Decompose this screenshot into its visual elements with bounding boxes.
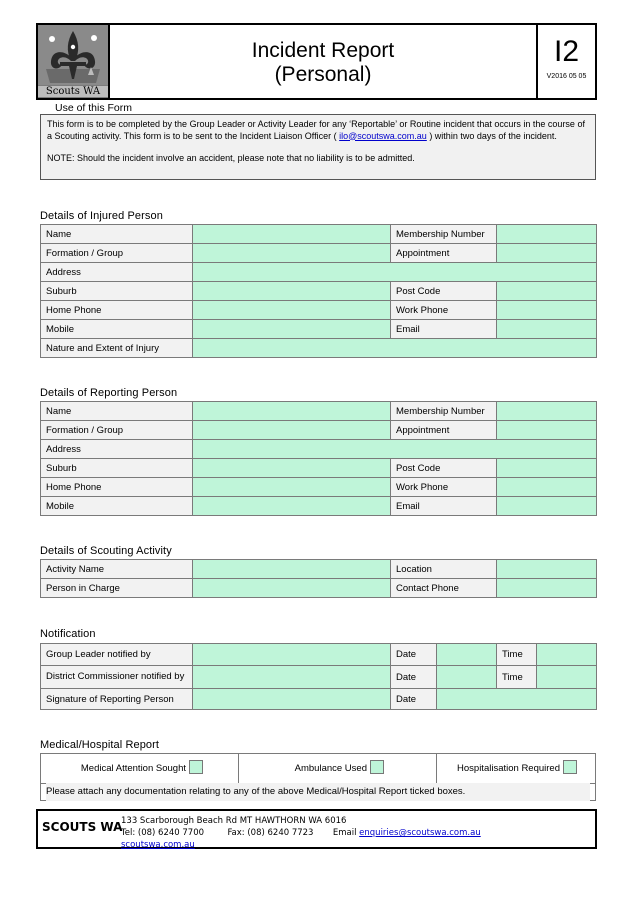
table-row	[41, 644, 597, 666]
medical-report-box	[40, 753, 596, 801]
reporting-email-field[interactable]	[497, 497, 597, 516]
reporting-appointment-field[interactable]	[497, 421, 597, 440]
fleur-de-lis-icon	[38, 25, 108, 85]
injured-formation-field[interactable]	[193, 244, 391, 263]
reporting-address-field[interactable]	[193, 440, 597, 459]
date-label: Date	[391, 689, 437, 710]
home-phone-label: Home Phone	[41, 301, 193, 320]
use-of-form-text	[40, 114, 596, 180]
appointment-label: Appointment	[391, 244, 497, 263]
injured-address-field[interactable]	[193, 263, 597, 282]
table-row	[41, 225, 597, 244]
form-code-box	[536, 25, 595, 98]
membership-label: Membership Number	[391, 402, 497, 421]
medical-attention-checkbox[interactable]	[189, 760, 203, 774]
table-row	[41, 497, 597, 516]
footer-fax: Fax: (08) 6240 7723	[227, 828, 314, 838]
time-label: Time	[497, 644, 537, 666]
postcode-label: Post Code	[391, 282, 497, 301]
postcode-label: Post Code	[391, 459, 497, 478]
table-row	[41, 478, 597, 497]
footer	[36, 809, 597, 849]
group-leader-label: Group Leader notified by	[41, 644, 193, 666]
signature-date-field[interactable]	[437, 689, 597, 710]
injury-description-field[interactable]	[193, 339, 597, 358]
activity-name-field[interactable]	[193, 560, 391, 579]
table-row	[41, 402, 597, 421]
scouts-logo	[38, 25, 110, 98]
activity-section-title: Details of Scouting Activity	[40, 545, 172, 557]
use-text-b: ) within two days of the incident.	[426, 130, 557, 141]
group-leader-field[interactable]	[193, 644, 391, 666]
use-of-form-paragraph	[47, 119, 589, 142]
medical-attention-label: Medical Attention Sought	[80, 763, 186, 774]
reporting-name-field[interactable]	[193, 402, 391, 421]
formation-label: Formation / Group	[41, 421, 193, 440]
appointment-label: Appointment	[391, 421, 497, 440]
table-row	[41, 320, 597, 339]
injured-section-title: Details of Injured Person	[40, 210, 163, 222]
work-phone-label: Work Phone	[391, 478, 497, 497]
injured-suburb-field[interactable]	[193, 282, 391, 301]
hospitalisation-option	[437, 754, 595, 783]
use-of-form-note: NOTE: Should the incident involve an accident, please note that no liability is to be admitted.	[47, 153, 415, 163]
table-row	[41, 301, 597, 320]
reporting-work-phone-field[interactable]	[497, 478, 597, 497]
name-label: Name	[41, 402, 193, 421]
group-leader-time-field[interactable]	[537, 644, 597, 666]
injury-label: Nature and Extent of Injury	[41, 339, 193, 358]
title-line-2: (Personal)	[274, 63, 372, 86]
table-row	[41, 263, 597, 282]
location-label: Location	[391, 560, 497, 579]
reporting-membership-field[interactable]	[497, 402, 597, 421]
address-label: Address	[41, 263, 193, 282]
activity-name-label: Activity Name	[41, 560, 193, 579]
reporting-formation-field[interactable]	[193, 421, 391, 440]
injured-postcode-field[interactable]	[497, 282, 597, 301]
injured-home-phone-field[interactable]	[193, 301, 391, 320]
group-leader-date-field[interactable]	[437, 644, 497, 666]
reporting-home-phone-field[interactable]	[193, 478, 391, 497]
table-row	[41, 666, 597, 689]
contact-phone-field[interactable]	[497, 579, 597, 598]
table-row	[41, 421, 597, 440]
name-label: Name	[41, 225, 193, 244]
notification-table	[40, 643, 597, 710]
table-row	[41, 459, 597, 478]
email-label: Email	[391, 497, 497, 516]
activity-table	[40, 559, 597, 598]
medical-attention-option	[41, 754, 239, 783]
home-phone-label: Home Phone	[41, 478, 193, 497]
footer-contact-line	[121, 827, 595, 851]
table-row	[41, 579, 597, 598]
time-label: Time	[497, 666, 537, 689]
injured-table	[40, 224, 597, 358]
district-commissioner-field[interactable]	[193, 666, 391, 689]
formation-label: Formation / Group	[41, 244, 193, 263]
footer-email-label: Email	[332, 828, 360, 838]
person-in-charge-field[interactable]	[193, 579, 391, 598]
reporting-mobile-field[interactable]	[193, 497, 391, 516]
use-of-form-heading: Use of this Form	[55, 102, 133, 114]
date-label: Date	[391, 666, 437, 689]
email-label: Email	[391, 320, 497, 339]
membership-label: Membership Number	[391, 225, 497, 244]
contact-phone-label: Contact Phone	[391, 579, 497, 598]
reporting-postcode-field[interactable]	[497, 459, 597, 478]
attach-documentation-note: Please attach any documentation relating to any of the above Medical/Hospital Report ticked boxes.	[46, 783, 590, 801]
injured-name-field[interactable]	[193, 225, 391, 244]
medical-options-row	[41, 754, 595, 784]
footer-website-link[interactable]: scoutswa.com.au	[121, 840, 195, 850]
form-code: I2	[553, 35, 580, 68]
injured-email-field[interactable]	[497, 320, 597, 339]
table-row	[41, 244, 597, 263]
mobile-label: Mobile	[41, 320, 193, 339]
footer-contact	[121, 815, 595, 851]
district-commissioner-time-field[interactable]	[537, 666, 597, 689]
table-row	[41, 560, 597, 579]
ambulance-checkbox[interactable]	[370, 760, 384, 774]
district-commissioner-label: District Commissioner notified by	[41, 666, 193, 689]
reporting-section-title: Details of Reporting Person	[40, 387, 178, 399]
ambulance-option	[239, 754, 437, 783]
ilo-email-link[interactable]: ilo@scoutswa.com.au	[339, 130, 427, 141]
logo-wordmark: Scouts WA	[38, 86, 108, 97]
table-row	[41, 282, 597, 301]
reporting-suburb-field[interactable]	[193, 459, 391, 478]
form-version: V2016 05 05	[546, 73, 587, 80]
mobile-label: Mobile	[41, 497, 193, 516]
date-label: Date	[391, 644, 437, 666]
form-header	[36, 23, 597, 100]
footer-email-link[interactable]: enquiries@scoutswa.com.au	[359, 828, 481, 838]
notification-section-title: Notification	[40, 628, 96, 640]
signature-field[interactable]	[193, 689, 391, 710]
injured-work-phone-field[interactable]	[497, 301, 597, 320]
ambulance-label: Ambulance Used	[294, 763, 367, 774]
footer-tel: Tel: (08) 6240 7700	[121, 828, 205, 838]
suburb-label: Suburb	[41, 282, 193, 301]
signature-label: Signature of Reporting Person	[41, 689, 193, 710]
person-in-charge-label: Person in Charge	[41, 579, 193, 598]
title-line-1: Incident Report	[251, 39, 395, 62]
table-row	[41, 339, 597, 358]
work-phone-label: Work Phone	[391, 301, 497, 320]
injured-membership-field[interactable]	[497, 225, 597, 244]
location-field[interactable]	[497, 560, 597, 579]
table-row	[41, 689, 597, 710]
page-title	[110, 25, 536, 98]
district-commissioner-date-field[interactable]	[437, 666, 497, 689]
injured-mobile-field[interactable]	[193, 320, 391, 339]
footer-address: 133 Scarborough Beach Rd MT HAWTHORN WA 6016	[121, 816, 347, 826]
hospitalisation-label: Hospitalisation Required	[457, 763, 560, 774]
table-row	[41, 440, 597, 459]
injured-appointment-field[interactable]	[497, 244, 597, 263]
reporting-table	[40, 401, 597, 516]
suburb-label: Suburb	[41, 459, 193, 478]
footer-brand: SCOUTS WA	[42, 820, 123, 834]
use-text-a: This form is to be completed by the Group Leader or Activity Leader for any ‘Reportable’ or Routine incident that occurs in the course of a Scouting activity. This form is to be sent to the Incident Liaison Officer (	[47, 119, 585, 141]
address-label: Address	[41, 440, 193, 459]
medical-section-title: Medical/Hospital Report	[40, 739, 160, 751]
hospitalisation-checkbox[interactable]	[563, 760, 577, 774]
